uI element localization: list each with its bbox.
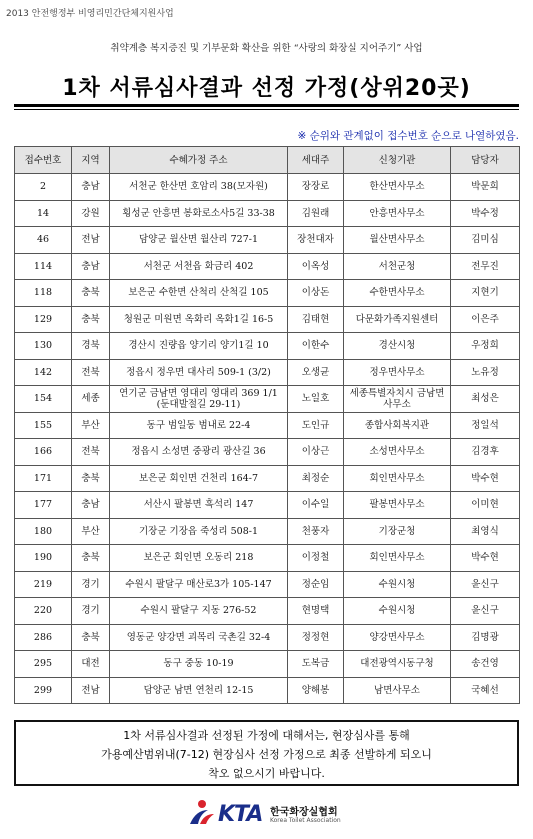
cell-address: 동구 범일동 범내로 22-4	[110, 412, 288, 439]
cell-region: 부산	[72, 518, 110, 545]
cell-agency: 남면사무소	[344, 677, 451, 704]
cell-address: 보은군 수한면 산척리 산척길 105	[110, 280, 288, 307]
kta-logo-mark-icon	[186, 798, 216, 828]
cell-region: 전북	[72, 439, 110, 466]
cell-address: 서산시 팔봉면 흑석리 147	[110, 492, 288, 519]
logo-org-english: Korea Toilet Association	[270, 817, 341, 824]
notice-box	[14, 720, 519, 786]
cell-receipt-no: 129	[15, 306, 72, 333]
logo-kta-text: KTA	[218, 802, 263, 827]
cell-receipt-no: 299	[15, 677, 72, 704]
col-header-agency: 신청기관	[344, 147, 451, 174]
cell-manager: 윤신구	[451, 571, 520, 598]
notice-line-1: 1차 서류심사결과 선정된 가정에 대해서는, 현장심사를 통해	[123, 729, 410, 742]
cell-household-head: 도복금	[288, 651, 344, 678]
program-header: 2013 안전행정부 비영리민간단체지원사업	[6, 9, 174, 19]
cell-agency: 안흥면사무소	[344, 200, 451, 227]
cell-household-head: 이정철	[288, 545, 344, 572]
cell-receipt-no: 155	[15, 412, 72, 439]
cell-address: 보은군 회인면 오동리 218	[110, 545, 288, 572]
cell-household-head: 이상돈	[288, 280, 344, 307]
cell-address: 담양군 남면 연천리 12-15	[110, 677, 288, 704]
cell-agency: 서천군청	[344, 253, 451, 280]
cell-address: 청원군 미원면 옥화리 옥화1길 16-5	[110, 306, 288, 333]
cell-manager: 최영식	[451, 518, 520, 545]
cell-region: 세종	[72, 386, 110, 413]
table-row	[15, 518, 520, 545]
cell-receipt-no: 130	[15, 333, 72, 360]
cell-region: 충남	[72, 174, 110, 201]
table-row	[15, 651, 520, 678]
cell-receipt-no: 171	[15, 465, 72, 492]
logo-org-korean: 한국화장실협회	[270, 807, 338, 818]
cell-manager: 김명광	[451, 624, 520, 651]
cell-receipt-no: 14	[15, 200, 72, 227]
cell-receipt-no: 2	[15, 174, 72, 201]
title-rule-thick	[14, 104, 519, 107]
table-body	[15, 174, 520, 704]
cell-receipt-no: 177	[15, 492, 72, 519]
cell-receipt-no: 295	[15, 651, 72, 678]
cell-address: 서천군 서천읍 화금리 402	[110, 253, 288, 280]
cell-region: 경기	[72, 571, 110, 598]
cell-region: 충북	[72, 280, 110, 307]
cell-receipt-no: 118	[15, 280, 72, 307]
cell-region: 전남	[72, 227, 110, 254]
cell-manager: 노유정	[451, 359, 520, 386]
cell-address: 연기군 금남면 영대리 영대리 369 1/1 (둔대발절길 29-11)	[110, 386, 288, 413]
cell-manager: 박문희	[451, 174, 520, 201]
cell-address: 서천군 한산면 호암리 38(모자원)	[110, 174, 288, 201]
cell-manager: 국혜선	[451, 677, 520, 704]
cell-manager: 이미현	[451, 492, 520, 519]
cell-household-head: 정정현	[288, 624, 344, 651]
table-row	[15, 253, 520, 280]
cell-agency: 양강면사무소	[344, 624, 451, 651]
cell-manager: 정일석	[451, 412, 520, 439]
cell-address: 기장군 기장읍 죽성리 508-1	[110, 518, 288, 545]
table-row	[15, 227, 520, 254]
cell-receipt-no: 166	[15, 439, 72, 466]
cell-household-head: 정순임	[288, 571, 344, 598]
cell-region: 전북	[72, 359, 110, 386]
document-title: 1차 서류심사결과 선정 가정(상위20곳)	[62, 76, 471, 101]
cell-agency: 회인면사무소	[344, 465, 451, 492]
cell-address: 보은군 회인면 건천리 164-7	[110, 465, 288, 492]
col-header-region: 지역	[72, 147, 110, 174]
sort-note: ※ 순위와 관계없이 접수번호 순으로 나열하였음.	[297, 130, 519, 142]
table-row	[15, 386, 520, 413]
cell-agency: 회인면사무소	[344, 545, 451, 572]
cell-agency: 다문화가족지원센터	[344, 306, 451, 333]
table-row	[15, 412, 520, 439]
cell-region: 대전	[72, 651, 110, 678]
cell-household-head: 이한수	[288, 333, 344, 360]
col-header-address: 수혜가정 주소	[110, 147, 288, 174]
cell-address: 정읍시 소성면 중광리 광산길 36	[110, 439, 288, 466]
cell-household-head: 김태현	[288, 306, 344, 333]
table-row	[15, 465, 520, 492]
table-row	[15, 280, 520, 307]
table-row	[15, 200, 520, 227]
table-row	[15, 571, 520, 598]
cell-receipt-no: 219	[15, 571, 72, 598]
document-subtitle: 취약계층 복지증진 및 기부문화 확산을 위한 “사랑의 화장실 지어주기” 사업	[110, 43, 423, 54]
col-header-receipt-no: 접수번호	[15, 147, 72, 174]
cell-address: 담양군 월산면 월산리 727-1	[110, 227, 288, 254]
cell-region: 경기	[72, 598, 110, 625]
table-row	[15, 174, 520, 201]
table-row	[15, 333, 520, 360]
table-row	[15, 677, 520, 704]
cell-receipt-no: 286	[15, 624, 72, 651]
cell-manager: 박수정	[451, 200, 520, 227]
table-row	[15, 439, 520, 466]
table-row	[15, 598, 520, 625]
cell-manager: 김미심	[451, 227, 520, 254]
table-row	[15, 624, 520, 651]
cell-agency: 세종특별자치시 금남면사무소	[344, 386, 451, 413]
cell-region: 충북	[72, 306, 110, 333]
cell-region: 충남	[72, 492, 110, 519]
cell-address: 수원시 팔달구 매산로3가 105-147	[110, 571, 288, 598]
cell-manager: 최성은	[451, 386, 520, 413]
cell-address: 횡성군 안흥면 봉화로소사5길 33-38	[110, 200, 288, 227]
cell-receipt-no: 154	[15, 386, 72, 413]
cell-manager: 박수현	[451, 465, 520, 492]
cell-agency: 수한면사무소	[344, 280, 451, 307]
cell-region: 전남	[72, 677, 110, 704]
cell-household-head: 천풍자	[288, 518, 344, 545]
cell-manager: 박수현	[451, 545, 520, 572]
table-row	[15, 545, 520, 572]
cell-household-head: 양해봉	[288, 677, 344, 704]
cell-agency: 수원시청	[344, 598, 451, 625]
cell-agency: 기장군청	[344, 518, 451, 545]
cell-household-head: 오생균	[288, 359, 344, 386]
cell-manager: 송건영	[451, 651, 520, 678]
cell-agency: 소성면사무소	[344, 439, 451, 466]
cell-region: 경북	[72, 333, 110, 360]
cell-receipt-no: 180	[15, 518, 72, 545]
cell-agency: 수원시청	[344, 571, 451, 598]
cell-household-head: 도인규	[288, 412, 344, 439]
cell-agency: 종합사회복지관	[344, 412, 451, 439]
cell-agency: 한산면사무소	[344, 174, 451, 201]
cell-household-head: 최정순	[288, 465, 344, 492]
cell-region: 강원	[72, 200, 110, 227]
selected-homes-table	[14, 146, 520, 704]
cell-agency: 월산면사무소	[344, 227, 451, 254]
cell-region: 부산	[72, 412, 110, 439]
cell-household-head: 노일호	[288, 386, 344, 413]
cell-manager: 윤신구	[451, 598, 520, 625]
cell-manager: 전무진	[451, 253, 520, 280]
cell-address: 경산시 진량읍 양기리 양기1길 10	[110, 333, 288, 360]
table-row	[15, 492, 520, 519]
cell-manager: 지현기	[451, 280, 520, 307]
table-row	[15, 306, 520, 333]
cell-address: 동구 중동 10-19	[110, 651, 288, 678]
cell-region: 충북	[72, 465, 110, 492]
cell-address: 영동군 양강면 괴목리 국촌길 32-4	[110, 624, 288, 651]
cell-address: 정읍시 정우면 대사리 509-1 (3/2)	[110, 359, 288, 386]
cell-household-head: 장장로	[288, 174, 344, 201]
cell-region: 충남	[72, 253, 110, 280]
cell-receipt-no: 114	[15, 253, 72, 280]
col-header-manager: 담당자	[451, 147, 520, 174]
cell-household-head: 이옥성	[288, 253, 344, 280]
cell-receipt-no: 46	[15, 227, 72, 254]
col-header-household-head: 세대주	[288, 147, 344, 174]
cell-agency: 경산시청	[344, 333, 451, 360]
cell-agency: 정우면사무소	[344, 359, 451, 386]
title-rule-thin	[14, 109, 519, 110]
cell-household-head: 장천대자	[288, 227, 344, 254]
cell-receipt-no: 142	[15, 359, 72, 386]
cell-household-head: 현명택	[288, 598, 344, 625]
cell-household-head: 이상근	[288, 439, 344, 466]
notice-line-3: 착오 없으시기 바랍니다.	[208, 767, 325, 780]
cell-region: 충북	[72, 545, 110, 572]
table-row	[15, 359, 520, 386]
cell-region: 충북	[72, 624, 110, 651]
cell-household-head: 이수일	[288, 492, 344, 519]
kta-logo	[186, 798, 346, 830]
cell-agency: 대전광역시동구청	[344, 651, 451, 678]
cell-manager: 김경후	[451, 439, 520, 466]
table-header-row	[15, 147, 520, 174]
cell-address: 수원시 팔달구 지동 276-52	[110, 598, 288, 625]
footer	[0, 798, 533, 830]
cell-household-head: 김원래	[288, 200, 344, 227]
notice-line-2: 가용예산범위내(7-12) 현장심사 선정 가정으로 최종 선발하게 되오니	[101, 748, 432, 761]
cell-manager: 우정희	[451, 333, 520, 360]
cell-receipt-no: 190	[15, 545, 72, 572]
cell-manager: 이은주	[451, 306, 520, 333]
cell-agency: 팔봉면사무소	[344, 492, 451, 519]
cell-receipt-no: 220	[15, 598, 72, 625]
